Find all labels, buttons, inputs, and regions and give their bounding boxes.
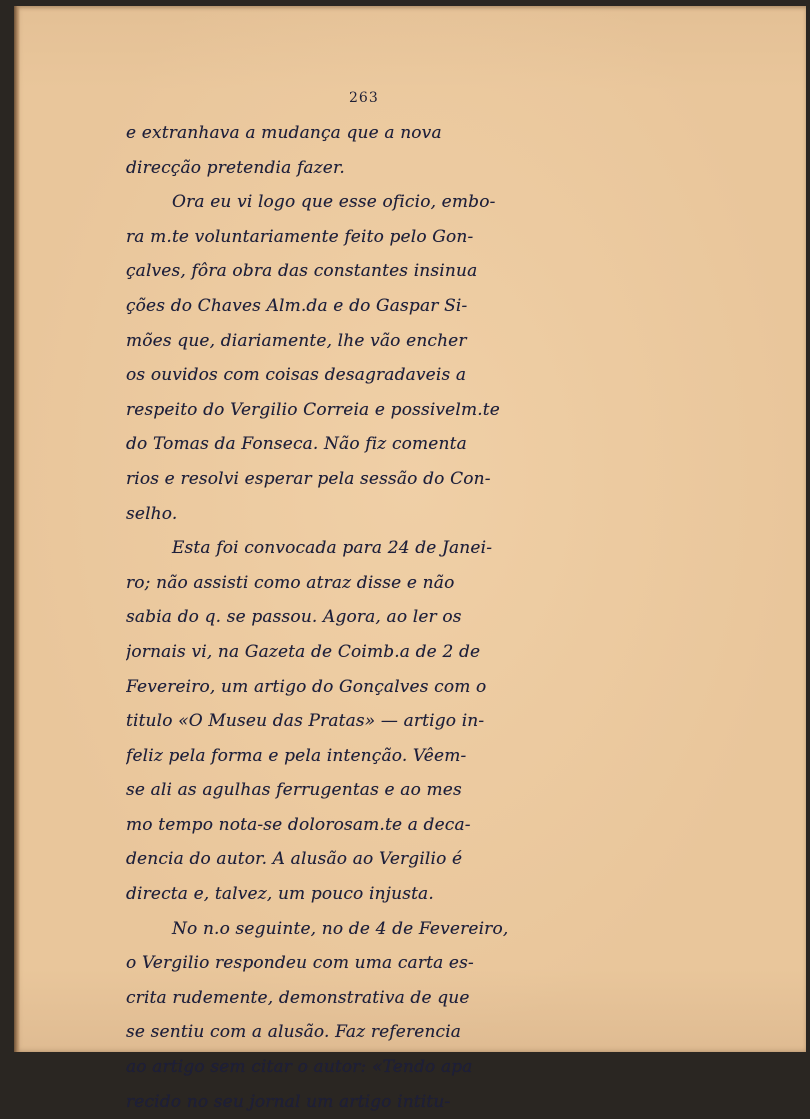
manuscript-line: Ora eu vi logo que esse oficio, embo- — [172, 192, 496, 213]
manuscript-line: recido no seu jornal um artigo intitu- — [126, 1091, 451, 1112]
manuscript-line: o Vergilio respondeu com uma carta es- — [126, 953, 474, 974]
manuscript-line: e extranhava a mudança que a nova — [126, 123, 442, 143]
handwritten-text-block — [126, 116, 606, 1119]
manuscript-line: crita rudemente, demonstrativa de que — [126, 987, 470, 1008]
manuscript-line: direcção pretendia fazer. — [126, 157, 345, 178]
manuscript-line: sabia do q. se passou. Agora, ao ler os — [126, 607, 462, 628]
manuscript-line: mões que, diariamente, lhe vão encher — [126, 330, 467, 351]
manuscript-line: mo tempo nota-se dolorosam.te a deca- — [126, 814, 471, 835]
manuscript-line: jornais vi, na Gazeta de Coimb.a de 2 de — [126, 641, 481, 662]
manuscript-line: No n.o seguinte, no de 4 de Fevereiro, — [172, 918, 509, 939]
manuscript-line: ao artigo sem citar o autor: «Tendo apa — [126, 1057, 473, 1078]
manuscript-line: Fevereiro, um artigo do Gonçalves com o — [126, 676, 487, 697]
manuscript-line: feliz pela forma e pela intenção. Vêem- — [126, 745, 467, 766]
page-number: 263 — [349, 90, 379, 106]
manuscript-line: çalves, fôra obra das constantes insinua — [126, 261, 478, 282]
manuscript-line: Esta foi convocada para 24 de Janei- — [172, 538, 493, 559]
manuscript-line: dencia do autor. A alusão ao Vergilio é — [126, 849, 463, 870]
manuscript-line: directa e, talvez, um pouco injusta. — [126, 884, 434, 905]
manuscript-line: respeito do Vergilio Correia e possivelm.te — [126, 399, 500, 420]
manuscript-line: se sentiu com a alusão. Faz referencia — [126, 1022, 462, 1043]
manuscript-line: se ali as agulhas ferrugentas e ao mes — [126, 780, 462, 801]
manuscript-line: ções do Chaves Alm.da e do Gaspar Si- — [126, 295, 468, 316]
manuscript-page — [14, 6, 806, 1112]
manuscript-line: os ouvidos com coisas desagradaveis a — [126, 365, 467, 386]
manuscript-line: titulo «O Museu das Pratas» — artigo in- — [126, 711, 485, 732]
manuscript-line: ro; não assisti como atraz disse e não — [126, 572, 455, 593]
manuscript-line: rios e resolvi esperar pela sessão do Con- — [126, 468, 491, 489]
page-spine-shadow — [14, 6, 20, 1052]
manuscript-line: selho. — [126, 503, 178, 524]
manuscript-line: ra m.te voluntariamente feito pelo Gon- — [126, 226, 474, 247]
manuscript-line: do Tomas da Fonseca. Não fiz comenta — [126, 434, 467, 455]
